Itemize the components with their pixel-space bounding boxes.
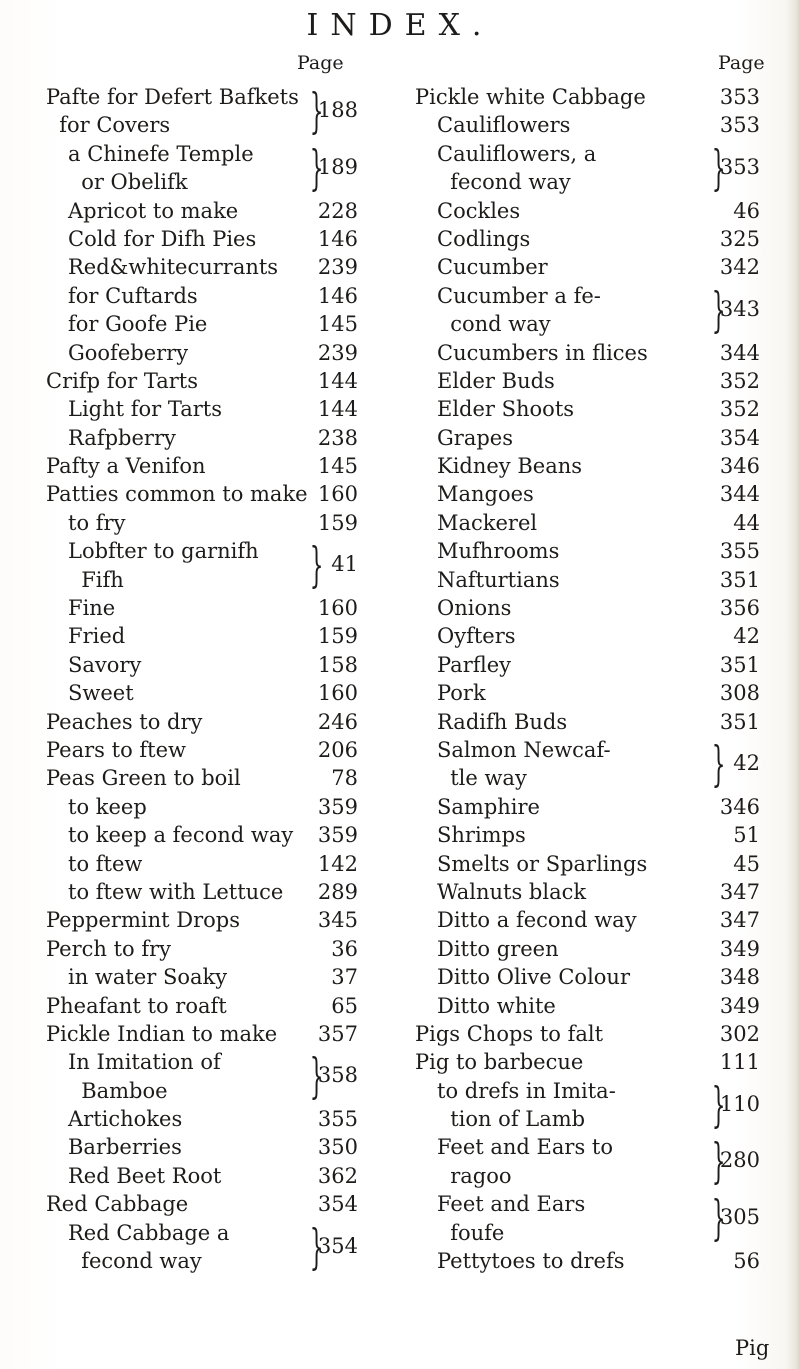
entry-text-line: foufe (450, 1220, 505, 1245)
index-entry (46, 992, 358, 1020)
entry-page-number: 146 (317, 283, 358, 308)
entry-page-number: 348 (719, 965, 760, 990)
entry-text: Mangoes (437, 482, 534, 507)
index-entry-braced (46, 537, 358, 594)
entry-page-number: 144 (317, 368, 358, 393)
index-entry (46, 1105, 358, 1133)
entry-text: Pettytoes to drefs (437, 1249, 625, 1274)
index-entry (415, 963, 760, 991)
entry-text: Elder Shoots (437, 397, 575, 422)
entry-page-number: 353 (719, 85, 760, 109)
entry-page-number: 228 (317, 198, 358, 223)
entry-text: Oyfters (437, 624, 516, 649)
entry-text: Rafpberry (68, 425, 176, 450)
index-entry (415, 992, 760, 1020)
entry-page-number: 349 (719, 993, 760, 1018)
entry-text: Light for Tarts (68, 397, 223, 422)
index-entry (46, 310, 358, 338)
entry-page-number: 145 (317, 312, 358, 337)
index-entry (46, 878, 358, 906)
entry-page-number: 344 (719, 482, 760, 507)
entry-text-line: ragoo (450, 1163, 512, 1188)
entry-page-number: 343 (719, 296, 760, 321)
entry-text: Apricot to make (68, 198, 239, 223)
entry-text-line: a Chinefe Temple (68, 141, 254, 166)
entry-text: Kidney Beans (437, 454, 583, 479)
entry-text: Pheafant to roaft (46, 993, 227, 1018)
brace-icon: } (310, 83, 324, 139)
entry-page-number: 246 (317, 709, 358, 734)
index-entry (46, 480, 358, 508)
entry-text-line: Cucumber a fe- (437, 283, 601, 308)
entry-text-line: In Imitation of (68, 1050, 221, 1075)
entry-text: Pickle white Cabbage (415, 85, 646, 109)
entry-page-number: 36 (331, 936, 358, 961)
index-header: INDEX. (306, 8, 494, 43)
entry-text: Fried (68, 624, 126, 649)
entry-text: Parfley (437, 652, 512, 677)
index-entry (415, 111, 760, 139)
index-entry (46, 424, 358, 452)
entry-text: Peppermint Drops (46, 908, 240, 933)
entry-text: Onions (437, 596, 512, 621)
index-entry (46, 651, 358, 679)
brace-icon: } (712, 139, 726, 196)
brace-icon: } (310, 1218, 324, 1275)
left-index-column (46, 83, 358, 1275)
entry-page-number: 362 (317, 1163, 358, 1188)
entry-text: Codlings (437, 226, 531, 251)
entry-page-number: 42 (733, 624, 760, 649)
entry-text: Goofeberry (68, 340, 189, 365)
entry-page-number: 188 (317, 98, 358, 122)
entry-page-number: 146 (317, 226, 358, 251)
brace-icon: } (712, 1190, 726, 1247)
brace-icon: } (310, 139, 324, 196)
brace-icon: } (712, 735, 726, 792)
index-entry (46, 708, 358, 736)
entry-page-number: 51 (733, 823, 760, 848)
entry-page-number: 353 (719, 113, 760, 138)
entry-text: Smelts or Sparlings (437, 851, 648, 876)
entry-page-number: 144 (317, 397, 358, 422)
index-entry-braced (46, 1048, 358, 1105)
index-entry (46, 367, 358, 395)
index-entry (46, 225, 358, 253)
entry-text-line: Feet and Ears to (437, 1135, 613, 1160)
index-entry (46, 1020, 358, 1048)
index-entry (415, 253, 760, 281)
brace-icon: } (310, 1048, 324, 1105)
entry-text: Crifp for Tarts (46, 368, 198, 393)
index-entry (46, 764, 358, 792)
entry-text: Cockles (437, 198, 521, 223)
index-entry (46, 1162, 358, 1190)
entry-page-number: 111 (719, 1050, 760, 1075)
entry-text-line: Salmon Newcaf- (437, 737, 611, 762)
brace-icon: } (310, 537, 324, 594)
entry-page-number: 159 (317, 624, 358, 649)
entry-text: Pafty a Venifon (46, 454, 206, 479)
entry-text: in water Soaky (68, 965, 228, 990)
entry-page-number: 350 (317, 1135, 358, 1160)
entry-page-number: 160 (317, 681, 358, 706)
entry-page-number: 65 (331, 993, 358, 1018)
entry-page-number: 354 (719, 425, 760, 450)
entry-page-number: 347 (719, 908, 760, 933)
index-entry (415, 480, 760, 508)
entry-page-number: 355 (317, 1107, 358, 1132)
entry-text: Cucumbers in flices (437, 340, 648, 365)
entry-page-number: 352 (719, 368, 760, 393)
entry-text: Ditto a fecond way (437, 908, 637, 933)
entry-page-number: 353 (719, 154, 760, 179)
entry-text-line: Lobfter to garnifh (68, 539, 259, 564)
left-page-column-label: Page (297, 52, 344, 74)
entry-text-line: for Covers (59, 113, 171, 138)
entry-page-number: 356 (719, 596, 760, 621)
entry-page-number: 158 (317, 652, 358, 677)
entry-page-number: 42 (733, 750, 760, 775)
index-entry (415, 424, 760, 452)
entry-page-number: 37 (331, 965, 358, 990)
index-entry (46, 963, 358, 991)
entry-text: Sweet (68, 681, 134, 706)
index-entry (415, 850, 760, 878)
entry-page-number: 160 (317, 482, 358, 507)
entry-text: Perch to fry (46, 936, 172, 961)
index-entry (415, 367, 760, 395)
entry-page-number: 359 (317, 794, 358, 819)
entry-text-line: Pafte for Defert Bafkets (46, 85, 299, 109)
index-entry-braced (415, 1077, 760, 1134)
index-entry (46, 935, 358, 963)
entry-text: Shrimps (437, 823, 526, 848)
index-entry (415, 197, 760, 225)
entry-text-line: fecond way (450, 170, 571, 195)
entry-page-number: 280 (719, 1148, 760, 1173)
entry-text: Patties common to make (46, 482, 308, 507)
entry-text: Peaches to dry (46, 709, 203, 734)
index-entry (415, 594, 760, 622)
index-entry (46, 594, 358, 622)
index-entry-braced (46, 140, 358, 197)
index-entry (415, 1020, 760, 1048)
index-entry (46, 339, 358, 367)
page-edge (786, 0, 800, 1369)
entry-text-line: cond way (450, 312, 551, 337)
index-entry (46, 821, 358, 849)
entry-text: to ftew (68, 851, 143, 876)
index-entry (415, 395, 760, 423)
index-entry (415, 1247, 760, 1275)
entry-page-number: 358 (317, 1063, 358, 1088)
entry-page-number: 354 (317, 1192, 358, 1217)
entry-page-number: 159 (317, 510, 358, 535)
entry-page-number: 239 (317, 255, 358, 280)
entry-page-number: 239 (317, 340, 358, 365)
entry-text: Ditto green (437, 936, 559, 961)
entry-page-number: 305 (719, 1205, 760, 1230)
index-entry (415, 1048, 760, 1076)
index-entry (46, 509, 358, 537)
entry-page-number: 41 (331, 552, 358, 577)
entry-text-line: or Obelifk (81, 170, 188, 195)
entry-text-line: Red Cabbage a (68, 1220, 230, 1245)
index-entry-braced (415, 736, 760, 793)
index-entry-braced (46, 1219, 358, 1276)
index-entry (415, 225, 760, 253)
entry-text: Pigs Chops to falt (415, 1021, 604, 1046)
entry-page-number: 352 (719, 397, 760, 422)
index-entry-braced (415, 282, 760, 339)
entry-page-number: 344 (719, 340, 760, 365)
index-entry (415, 935, 760, 963)
index-entry (415, 83, 760, 111)
index-entry (415, 821, 760, 849)
entry-text-line: Bamboe (81, 1078, 168, 1103)
entry-text: for Cuftards (68, 283, 198, 308)
entry-page-number: 46 (733, 198, 760, 223)
index-entry (415, 906, 760, 934)
entry-text: for Goofe Pie (68, 312, 208, 337)
entry-text: Cauliflowers (437, 113, 571, 138)
index-entry (46, 395, 358, 423)
brace-icon: } (712, 1133, 726, 1190)
entry-page-number: 351 (719, 709, 760, 734)
entry-text: Samphire (437, 794, 540, 819)
entry-text-line: Fifh (81, 567, 124, 592)
entry-text-line: Feet and Ears (437, 1192, 586, 1217)
entry-text: Pig to barbecue (415, 1050, 584, 1075)
index-entry (46, 197, 358, 225)
entry-page-number: 347 (719, 879, 760, 904)
entry-page-number: 238 (317, 425, 358, 450)
entry-page-number: 289 (317, 879, 358, 904)
index-entry (46, 253, 358, 281)
entry-text: Cold for Difh Pies (68, 226, 257, 251)
entry-text: to fry (68, 510, 126, 535)
index-entry-braced (415, 140, 760, 197)
entry-text: Ditto Olive Colour (437, 965, 630, 990)
entry-page-number: 357 (317, 1021, 358, 1046)
entry-text-line: Cauliflowers, a (437, 141, 597, 166)
entry-text: to keep a fecond way (68, 823, 294, 848)
index-entry (46, 906, 358, 934)
entry-text-line: fecond way (81, 1249, 202, 1274)
entry-page-number: 354 (317, 1233, 358, 1258)
entry-text: Pears to ftew (46, 737, 186, 762)
entry-text: Fine (68, 596, 116, 621)
index-entry-braced (46, 83, 358, 140)
index-entry (415, 793, 760, 821)
entry-text: Grapes (437, 425, 513, 450)
index-entry (46, 282, 358, 310)
index-entry (415, 651, 760, 679)
entry-page-number: 45 (733, 851, 760, 876)
entry-text: Peas Green to boil (46, 766, 241, 791)
entry-text-line: tle way (450, 766, 527, 791)
right-page-column-label: Page (718, 52, 765, 74)
entry-text: Walnuts black (437, 879, 587, 904)
entry-text-line: tion of Lamb (450, 1107, 586, 1132)
entry-page-number: 325 (719, 226, 760, 251)
index-entry (415, 708, 760, 736)
entry-text: Radifh Buds (437, 709, 568, 734)
brace-icon: } (712, 1076, 726, 1133)
entry-text: Elder Buds (437, 368, 555, 393)
entry-page-number: 142 (317, 851, 358, 876)
index-entry (415, 878, 760, 906)
entry-page-number: 145 (317, 454, 358, 479)
index-entry (46, 622, 358, 650)
index-entry (415, 679, 760, 707)
entry-text: Mackerel (437, 510, 538, 535)
entry-text: Red Beet Root (68, 1163, 222, 1188)
entry-text: Artichokes (68, 1107, 183, 1132)
entry-page-number: 346 (719, 454, 760, 479)
entry-text: to ftew with Lettuce (68, 879, 284, 904)
index-entry (415, 622, 760, 650)
entry-text: Red&whitecurrants (68, 255, 279, 280)
entry-page-number: 351 (719, 567, 760, 592)
entry-text: Mufhrooms (437, 539, 560, 564)
entry-text: Red Cabbage (46, 1192, 189, 1217)
index-entry (415, 537, 760, 565)
index-entry (46, 736, 358, 764)
entry-page-number: 110 (719, 1091, 760, 1116)
entry-page-number: 189 (317, 154, 358, 179)
index-entry (415, 509, 760, 537)
entry-page-number: 302 (719, 1021, 760, 1046)
entry-text: Nafturtians (437, 567, 560, 592)
entry-text: Savory (68, 652, 142, 677)
entry-text: Barberries (68, 1135, 182, 1160)
entry-page-number: 206 (317, 737, 358, 762)
index-entry (46, 452, 358, 480)
index-entry (46, 1190, 358, 1218)
entry-page-number: 359 (317, 823, 358, 848)
index-entry (415, 566, 760, 594)
entry-text: Pork (437, 681, 486, 706)
entry-page-number: 44 (733, 510, 760, 535)
index-entry (46, 793, 358, 821)
entry-page-number: 349 (719, 936, 760, 961)
index-entry-braced (415, 1190, 760, 1247)
right-index-column (415, 83, 760, 1275)
entry-page-number: 346 (719, 794, 760, 819)
entry-page-number: 308 (719, 681, 760, 706)
entry-page-number: 345 (317, 908, 358, 933)
brace-icon: } (712, 281, 726, 338)
entry-page-number: 78 (331, 766, 358, 791)
index-entry (415, 339, 760, 367)
entry-text-line: to drefs in Imita- (437, 1078, 616, 1103)
index-entry (46, 679, 358, 707)
entry-text: Ditto white (437, 993, 556, 1018)
index-entry (46, 850, 358, 878)
index-entry (415, 452, 760, 480)
entry-text: Pickle Indian to make (46, 1021, 278, 1046)
entry-page-number: 355 (719, 539, 760, 564)
index-entry (46, 1133, 358, 1161)
entry-text: to keep (68, 794, 147, 819)
index-entry-braced (415, 1133, 760, 1190)
entry-page-number: 56 (733, 1249, 760, 1274)
catchword: Pig (735, 1336, 770, 1360)
entry-text: Cucumber (437, 255, 548, 280)
entry-page-number: 342 (719, 255, 760, 280)
entry-page-number: 351 (719, 652, 760, 677)
entry-page-number: 160 (317, 596, 358, 621)
